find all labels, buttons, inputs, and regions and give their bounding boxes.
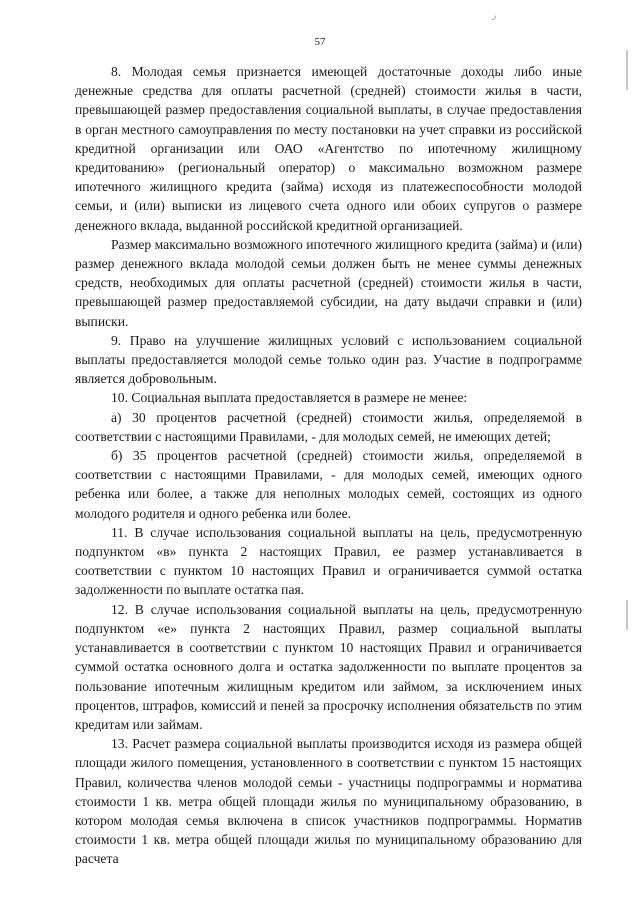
paragraph-9: 9. Право на улучшение жилищных условий с использованием социальной выплаты предоставляется молодой семье только один раз. Участие в подпрограмме является добровольным. — [75, 332, 582, 387]
paragraph-10: 10. Социальная выплата предоставляется в размере не менее: — [111, 390, 468, 406]
paragraph-10-a: а) 30 процентов расчетной (средней) стоимости жилья, определяемой в соответствии с настоящими Правилами, - для молодых семей, не имеющих детей; — [75, 409, 582, 444]
paragraph-12: 12. В случае использования социальной выплаты на цель, предусмотренную подпунктом «е» пункта 2 настоящих Правил, размер социальной выплаты устанавливается в соответствии с пунктом 10 настоящих Правил и ограничивается суммой остатка основного долга и остатка задолженности по выплате процентов за пользование ипотечным жилищным кредитом или займом, за исключением иных процентов, штрафов, комиссий и пеней за просрочку исполнения обязательств по этим кредитам или займам. — [75, 601, 582, 732]
page-number: 57 — [314, 36, 326, 48]
scan-edge-mark — [626, 600, 628, 630]
document-body — [75, 62, 582, 869]
paragraph-8-credit-size: Размер максимально возможного ипотечного жилищного кредита (займа) и (или) размер денежного вклада молодой семьи должен быть не менее суммы денежных средств, необходимых для оплаты расчетной (средней) стоимости жилья в части, превышающей размер предоставляемой субсидии, на дату выдачи справки и (или) выписки. — [75, 236, 582, 329]
paragraph-11: 11. В случае использования социальной выплаты на цель, предусмотренную подпунктом «в» пункта 2 настоящих Правил, ее размер устанавливается в соответствии с пунктом 10 настоящих Правил и ограничивается суммой остатка задолженности по выплате остатка пая. — [75, 524, 582, 598]
scan-edge-mark — [626, 50, 628, 90]
paragraph-10-b: б) 35 процентов расчетной (средней) стоимости жилья, определяемой в соответствии с настоящими Правилами, - для молодых семей, имеющих одного ребенка или более, а также для неполных молодых семей, состоящих из одного молодого родителя и одного ребенка или более. — [75, 448, 582, 521]
paragraph-13: 13. Расчет размера социальной выплаты производится исходя из размера общей площади жилого помещения, установленного в соответствии с пунктом 15 настоящих Правил, количества членов молодой семьи - участницы подпрограммы и норматива стоимости 1 кв. метра общей площади жилья по муниципальному образованию, в котором молодая семья включена в список участников подпрограммы. Норматив стоимости 1 кв. метра общей площади жилья по муниципальному образованию для расчета — [75, 736, 582, 867]
scan-corner-mark: ر — [492, 10, 497, 20]
paragraph-8: 8. Молодая семья признается имеющей достаточные доходы либо иные денежные средства для оплаты расчетной (средней) стоимости жилья в части, превышающей размер предоставления социальной выплаты, в случае предоставления в орган местного самоуправления по месту постановки на учет справки из российской кредитной организации или ОАО «Агентство по ипотечному жилищному кредитованию» (региональный оператор) о максимально возможном размере ипотечного жилищного кредита (займа) исходя из платежеспособности молодой семьи, и (или) выписки из лицевого счета одного или обоих супругов о размере денежного вклада, выданной российской кредитной организацией. — [75, 64, 582, 233]
